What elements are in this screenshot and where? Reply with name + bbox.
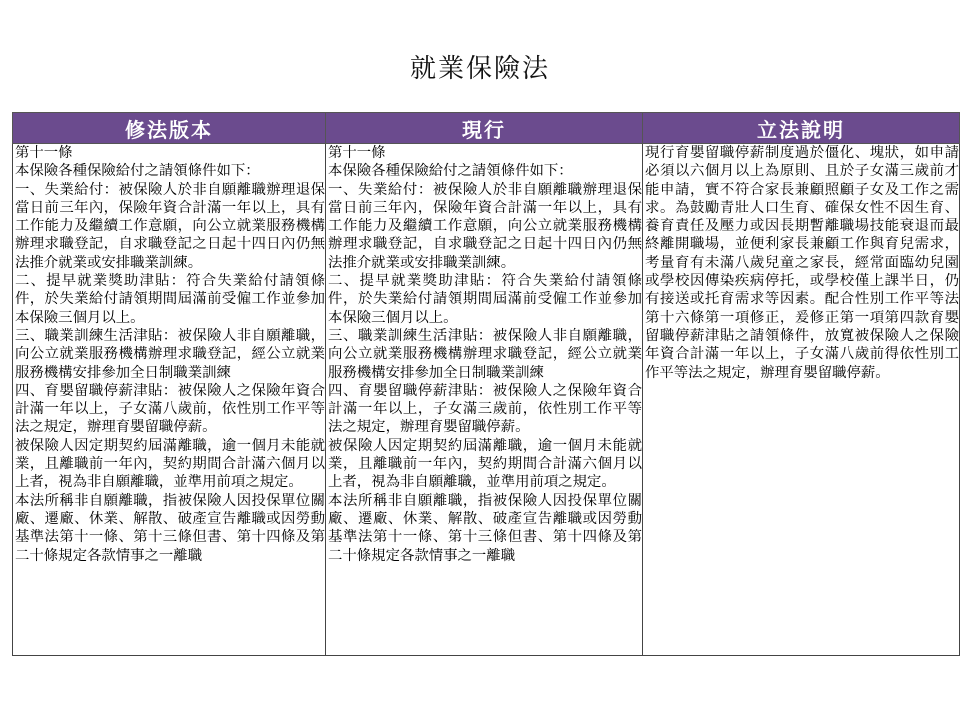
paragraph-fixed-term-contract: 被保險人因定期契約屆滿離職，逾一個月未能就業，且離職前一年內，契約期間合計滿六個月以上者，視為非自願離職，並準用前項之規定。 xyxy=(15,437,325,491)
paragraph-fixed-term-contract: 被保險人因定期契約屆滿離職，逾一個月未能就業，且離職前一年內，契約期間合計滿六個月以上者，視為非自願離職，並準用前項之規定。 xyxy=(328,437,642,491)
clause-vocational-training: 三、職業訓練生活津貼：被保險人非自願離職，向公立就業服務機構辦理求職登記，經公立就業服務機構安排參加全日制職業訓練 xyxy=(15,327,325,381)
clause-unemployment-benefit: 一、失業給付：被保險人於非自願離職辦理退保當日前三年內，保險年資合計滿一年以上，具有工作能力及繼續工作意願，向公立就業服務機構辦理求職登記，自求職登記之日起十四日內仍無法推介就業或安排職業訓練。 xyxy=(15,181,325,271)
article-heading: 第十一條 xyxy=(328,145,386,161)
cell-amended-text xyxy=(13,144,326,656)
header-legislative-explanation: 立法說明 xyxy=(643,113,960,144)
header-current-version: 現行 xyxy=(326,113,643,144)
clause-vocational-training: 三、職業訓練生活津貼：被保險人非自願離職，向公立就業服務機構辦理求職登記，經公立就業服務機構安排參加全日制職業訓練 xyxy=(328,327,642,381)
article-heading: 第十一條 xyxy=(15,145,73,161)
clause-early-employment: 二、提早就業獎助津貼：符合失業給付請領條件，於失業給付請領期間屆滿前受僱工作並參加本保險三個月以上。 xyxy=(15,273,325,326)
cell-current-text xyxy=(326,144,643,656)
comparison-table xyxy=(12,112,960,656)
cell-explanation-text xyxy=(643,144,960,656)
article-intro: 本保險各種保險給付之請領條件如下： xyxy=(15,163,260,180)
paragraph-involuntary-definition: 本法所稱非自願離職，指被保險人因投保單位關廠、遷廠、休業、解散、破產宣告離職或因勞動基準法第十一條、第十三條但書、第十四條及第二十條規定各款情事之一離職 xyxy=(15,492,325,564)
paragraph-involuntary-definition: 本法所稱非自願離職，指被保險人因投保單位關廠、遷廠、休業、解散、破產宣告離職或因勞動基準法第十一條、第十三條但書、第十四條及第二十條規定各款情事之一離職 xyxy=(328,492,642,564)
article-intro: 本保險各種保險給付之請領條件如下： xyxy=(328,163,573,180)
clause-early-employment: 二、提早就業獎助津貼：符合失業給付請領條件，於失業給付請領期間屆滿前受僱工作並參加本保險三個月以上。 xyxy=(328,273,642,326)
explanation-paragraph: 現行育嬰留職停薪制度過於僵化、塊狀，如申請必須以六個月以上為原則、且於子女滿三歲前才能申請，實不符合家長兼顧照顧子女及工作之需求。為鼓勵青壯人口生育、確保女性不因生育、養育責任及壓力或因長期暫離職場技能衰退而最終離開職場，並便利家長兼顧工作與育兒需求，考量育有未滿八歲兒童之家長，經常面臨幼兒園或學校因傳染疾病停托，或學校僅上課半日，仍有接送或托育需求等因素。配合性別工作平等法第十六條第一項修正，爰修正第一項第四款育嬰留職停薪津貼之請領條件，放寬被保險人之保險年資合計滿一年以上，子女滿八歲前得依性別工作平等法之規定，辦理育嬰留職停薪。 xyxy=(645,145,959,381)
clause-parental-leave: 四、育嬰留職停薪津貼：被保險人之保險年資合計滿一年以上，子女滿三歲前，依性別工作平等法之規定，辦理育嬰留職停薪。 xyxy=(328,382,642,436)
table-header-row xyxy=(13,113,960,144)
header-amended-version: 修法版本 xyxy=(13,113,326,144)
table-row xyxy=(13,144,960,656)
page-title: 就業保險法 xyxy=(409,54,550,84)
clause-parental-leave: 四、育嬰留職停薪津貼：被保險人之保險年資合計滿一年以上，子女滿八歲前，依性別工作平等法之規定，辦理育嬰留職停薪。 xyxy=(15,382,325,436)
clause-unemployment-benefit: 一、失業給付：被保險人於非自願離職辦理退保當日前三年內，保險年資合計滿一年以上，具有工作能力及繼續工作意願，向公立就業服務機構辦理求職登記，自求職登記之日起十四日內仍無法推介就業或安排職業訓練。 xyxy=(328,181,642,271)
